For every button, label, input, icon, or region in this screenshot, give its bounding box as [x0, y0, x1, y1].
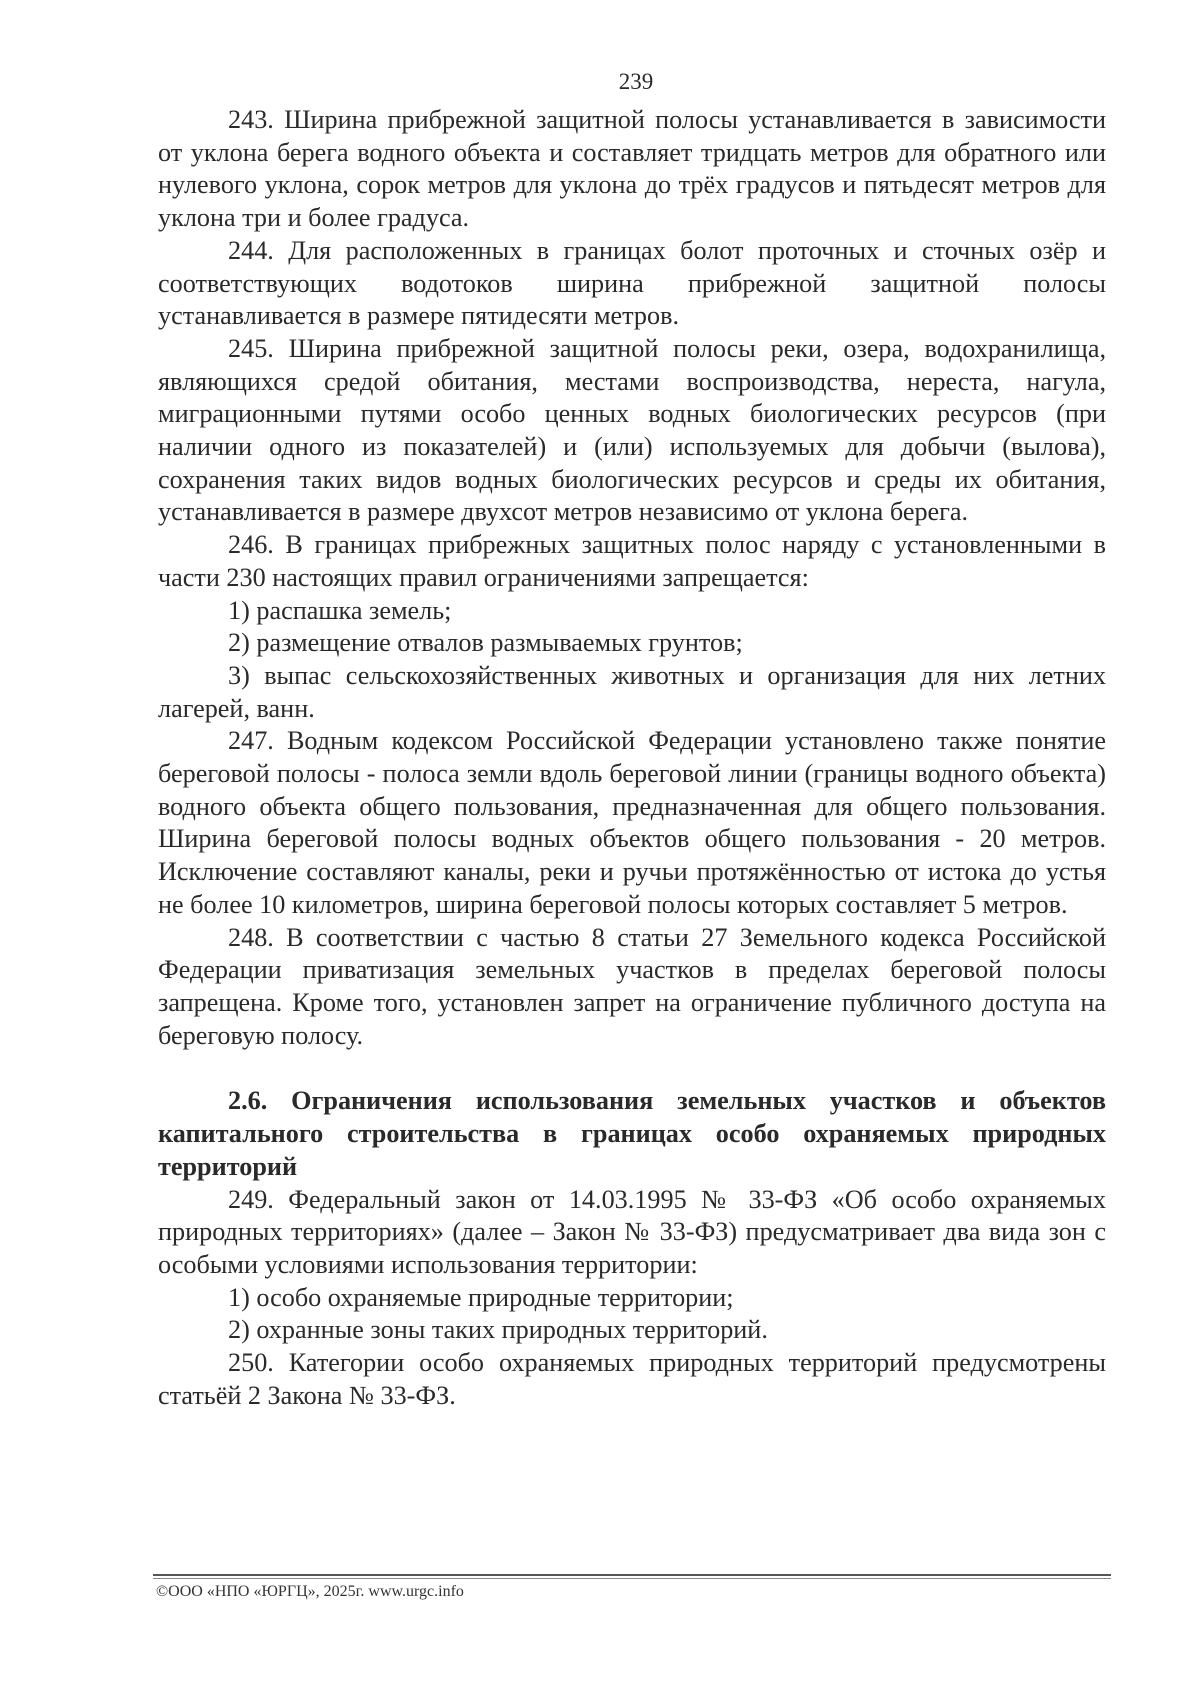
- paragraph-248: 248. В соответствии с частью 8 статьи 27 Земельного кодекса Российской Федерации приватизация земельных участков в пределах береговой полосы запрещена. Кроме того, установлен запрет на ограничение публичного доступа на береговую полосу.: [158, 922, 1106, 1050]
- document-page: [158, 66, 1106, 1412]
- paragraph-245: 245. Ширина прибрежной защитной полосы реки, озера, водохранилища, являющихся средой обитания, местами воспроизводства, нереста, нагула, миграционными путями особо ценных водных биологических ресурсов (при наличии одного из показателей) и (или) используемых для добычи (вылова), сохранения таких видов водных биологических ресурсов и среды их обитания, устанавливается в размере двухсот метров независимо от уклона берега.: [158, 333, 1106, 527]
- list-item: 1) особо охраняемые природные территории;: [228, 1282, 734, 1312]
- paragraph-246: 246. В границах прибрежных защитных полос наряду с установленными в части 230 настоящих правил ограничениями запрещается:: [158, 530, 1106, 592]
- paragraph-249: 249. Федеральный закон от 14.03.1995 № 33-ФЗ «Об особо охраняемых природных территориях» (далее – Закон № 33-ФЗ) предусматривает два вида зон с особыми условиями использования территории:: [158, 1184, 1106, 1279]
- paragraph-243: 243. Ширина прибрежной защитной полосы устанавливается в зависимости от уклона берега водного объекта и составляет тридцать метров для обратного или нулевого уклона, сорок метров для уклона до трёх градусов и пятьдесят метров для уклона три и более градуса.: [158, 105, 1106, 233]
- page-number: 239: [618, 69, 654, 94]
- list-item: 1) распашка земель;: [228, 595, 452, 625]
- paragraph-250: 250. Категории особо охраняемых природных территорий предусмотрены статьёй 2 Закона № 33-ФЗ.: [158, 1348, 1106, 1410]
- paragraph-244: 244. Для расположенных в границах болот проточных и сточных озёр и соответствующих водотоков ширина прибрежной защитной полосы устанавливается в размере пятидесяти метров.: [158, 235, 1106, 331]
- section-heading: 2.6. Ограничения использования земельных участков и объектов капитального строительства в границах особо охраняемых природных территорий: [158, 1086, 1106, 1181]
- list-item: 2) охранные зоны таких природных территорий.: [228, 1315, 768, 1345]
- footer-divider-thin: [153, 1578, 1111, 1579]
- paragraph-247: 247. Водным кодексом Российской Федерации установлено также понятие береговой полосы - полоса земли вдоль береговой линии (границы водного объекта) водного объекта общего пользования, предназначенная для общего пользования. Ширина береговой полосы водных объектов общего пользования - 20 метров. Исключение составляют каналы, реки и ручьи протяжённостью от истока до устья не более 10 километров, ширина береговой полосы которых составляет 5 метров.: [158, 726, 1106, 919]
- list-item: 3) выпас сельскохозяйственных животных и организация для них летних лагерей, ванн.: [158, 660, 1106, 723]
- list-item: 2) размещение отвалов размываемых грунтов;: [228, 628, 743, 658]
- footer-divider: [153, 1574, 1111, 1576]
- footer-copyright: ©ООО «НПО «ЮРГЦ», 2025г. www.urgc.info: [156, 1583, 464, 1600]
